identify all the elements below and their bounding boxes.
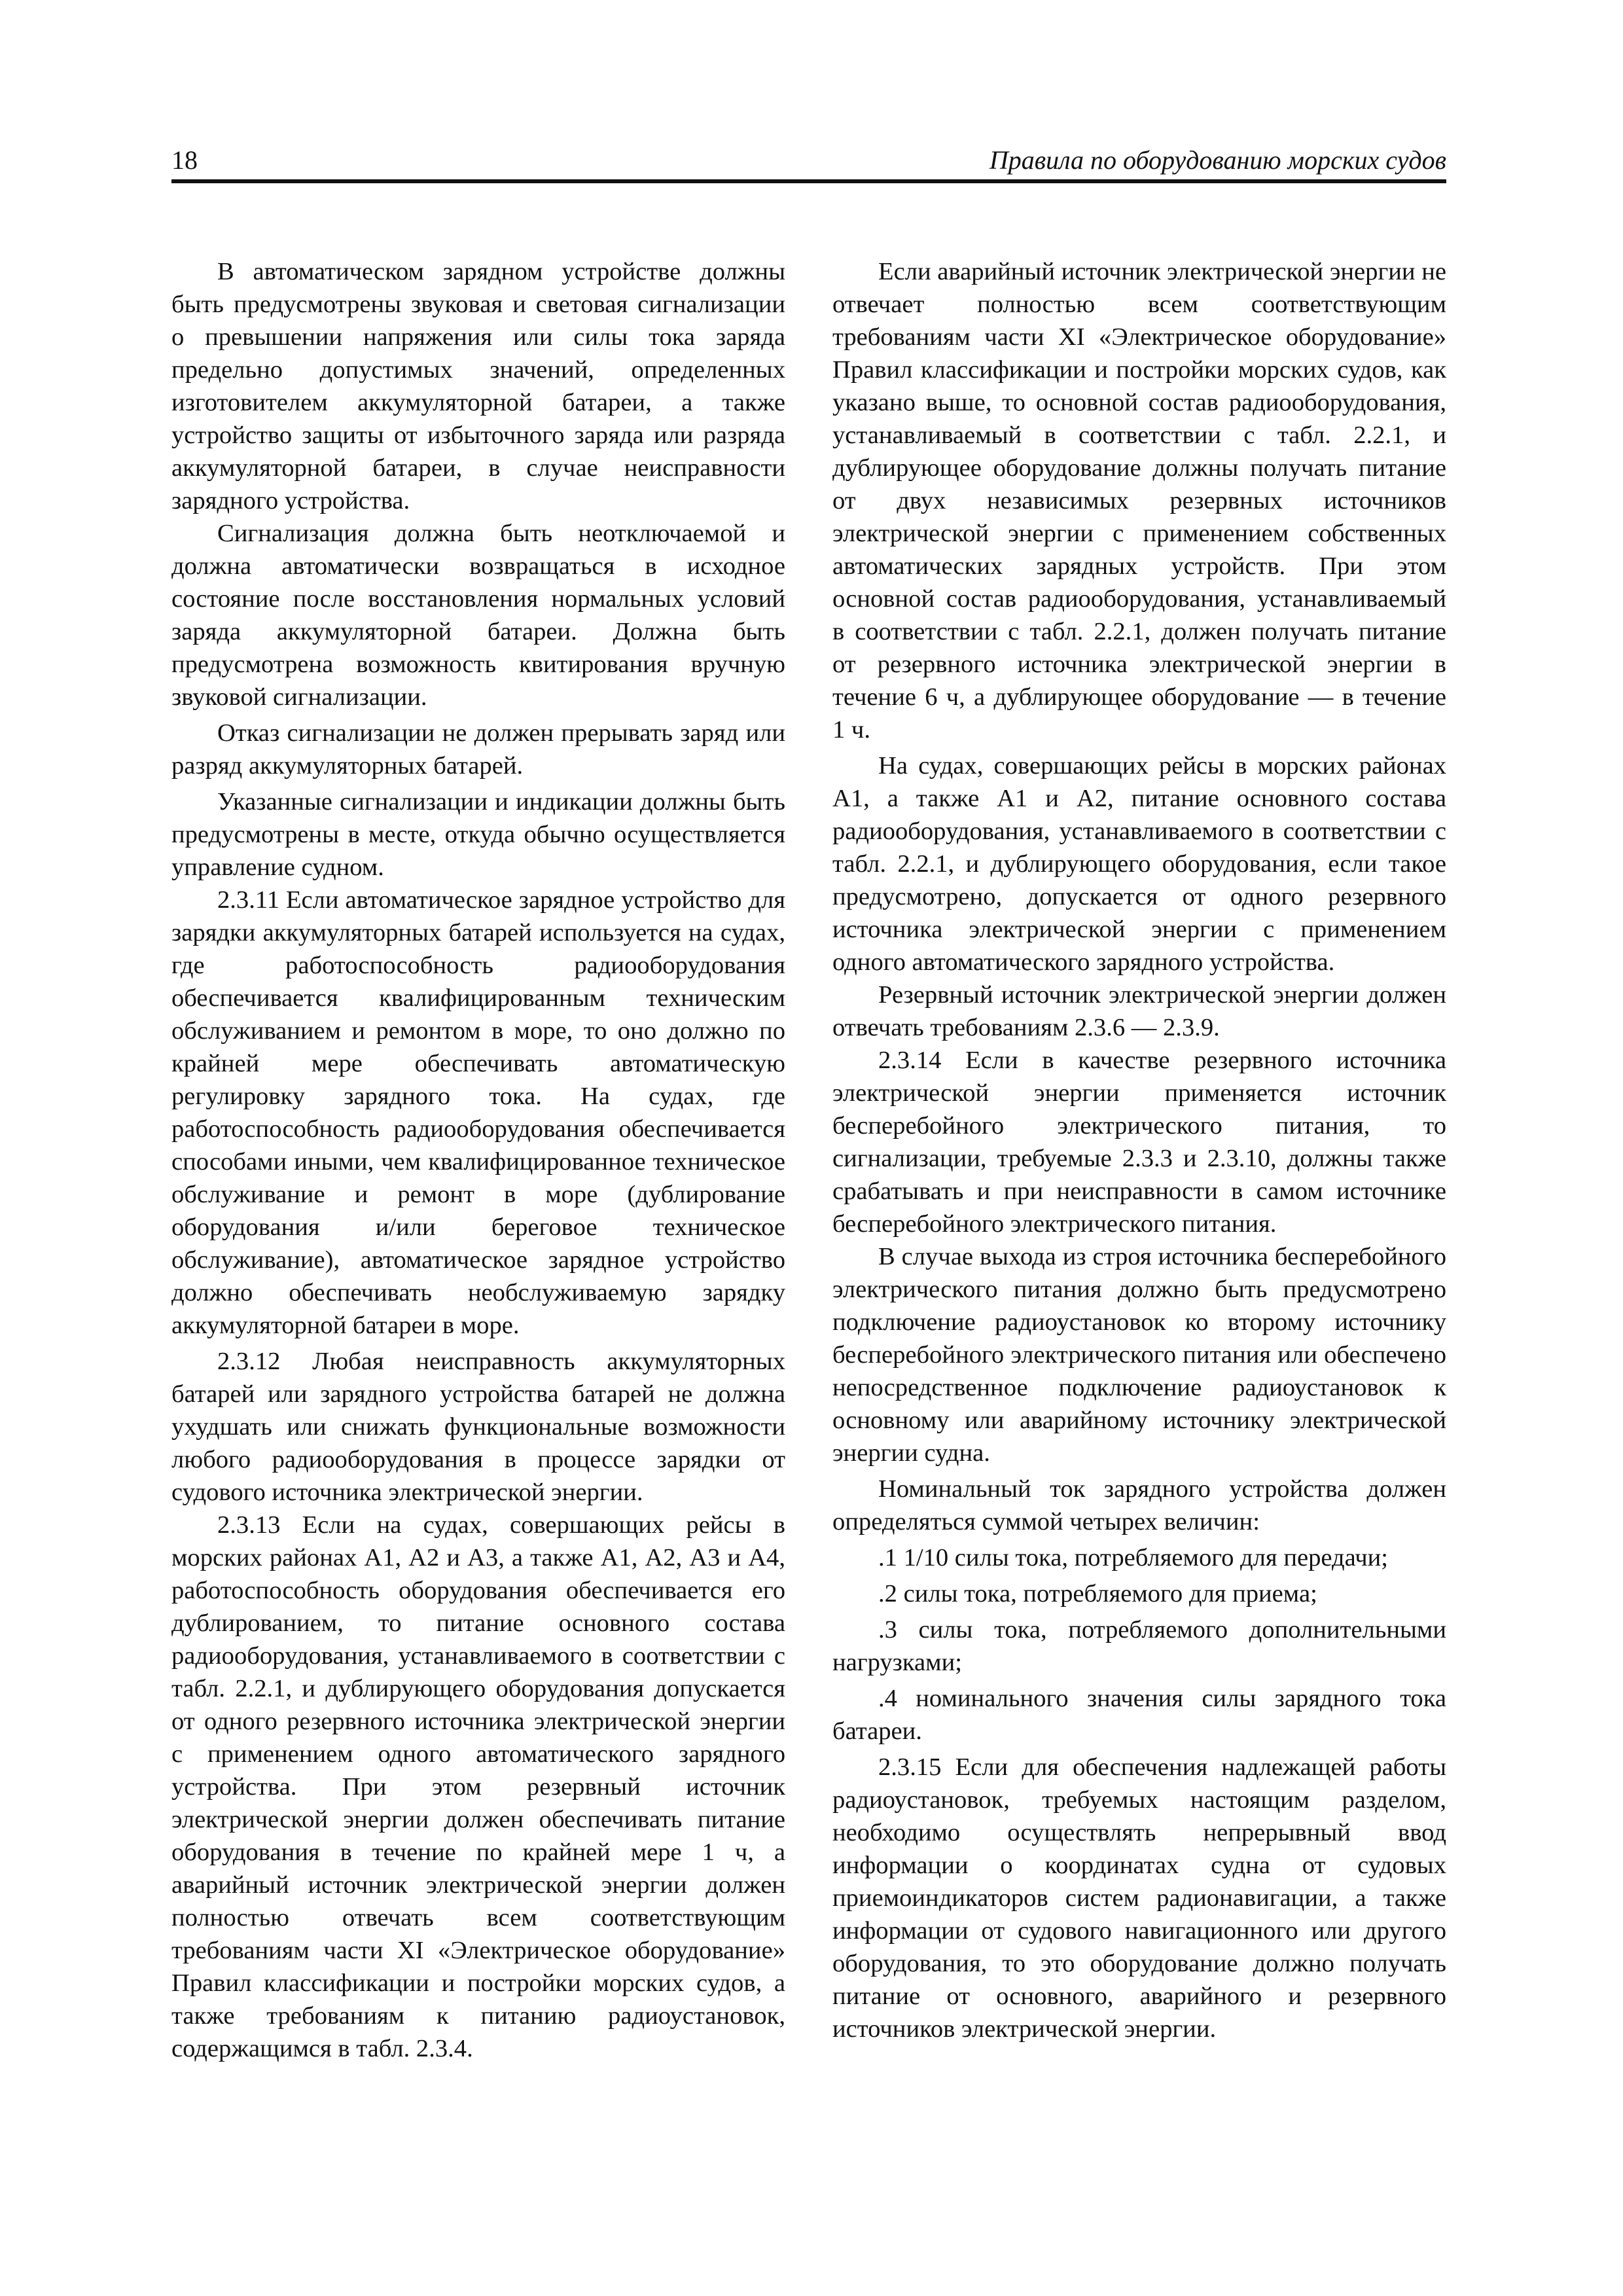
paragraph: 2.3.15 Если для обеспечения надлежащей работы радиоустановок, требуемых настоящим разделом, необходимо осуществлять непрерывный ввод информации о координатах судна от судовых приемоиндикаторов систем радионавигации, а также информации от судового навигационного или другого оборудования, то это оборудование должно получать питание от основного, аварийного и резервного источников электрической энергии. [832, 1753, 1446, 2043]
list-item: .2 силы тока, потребляемого для приема; [878, 1580, 1317, 1607]
paragraph: 2.3.14 Если в качестве резервного источника электрической энергии применяется источник бесперебойного электрического питания, то сигнализации, требуемые 2.3.3 и 2.3.10, должны также срабатывать и при неисправности в самом источнике бесперебойного электрического питания. [832, 1047, 1446, 1238]
paragraph: Номинальный ток зарядного устройства должен определяться суммой четырех величин: [832, 1475, 1446, 1535]
paragraph: 2.3.13 Если на судах, совершающих рейсы в морских районах А1, А2 и А3, а также А1, А2, А3 и А4, работоспособность оборудования обеспечивается его дублированием, то питание основного состава радиооборудования, устанавливаемого в соответствии с табл. 2.2.1, и дублирующего оборудования допускается от одного резервного источника электрической энергии с применением одного автоматического зарядного устройства. При этом резервный источник электрической энергии должен обеспечивать питание оборудования в течение по крайней мере 1 ч, а аварийный источник электрической энергии должен полностью отвечать всем соответствующим требованиям части XI «Электрическое оборудование» Правил классификации и постройки морских судов, а также требованиям к питанию радиоустановок, содержащимся в табл. 2.3.4. [171, 1511, 785, 2062]
paragraph: В случае выхода из строя источника бесперебойного электрического питания должно быть предусмотрено подключение радиоустановок ко второму источнику бесперебойного электрического питания или обеспечено непосредственное подключение радиоустановок к основному или аварийному источнику электрической энергии судна. [832, 1243, 1446, 1467]
paragraph: В автоматическом зарядном устройстве должны быть предусмотрены звуковая и световая сигнализации о превышении напряжения или силы тока заряда предельно допустимых значений, определенных изготовителем аккумуляторной батареи, а также устройство защиты от избыточного заряда или разряда аккумуляторной батареи, в случае неисправности зарядного устройства. [171, 258, 785, 514]
paragraph: Указанные сигнализации и индикации должны быть предусмотрены в месте, откуда обычно осуществляется управление судном. [171, 788, 785, 881]
paragraph: 2.3.12 Любая неисправность аккумуляторных батарей или зарядного устройства батарей не должна ухудшать или снижать функциональные возможности любого радиооборудования в процессе зарядки от судового источника электрической энергии. [171, 1348, 785, 1506]
right-column [832, 255, 1446, 2045]
list-item: .1 1/10 силы тока, потребляемого для передачи; [878, 1544, 1388, 1571]
page-number: 18 [171, 145, 198, 175]
paragraph: Если аварийный источник электрической энергии не отвечает полностью всем соответствующим требованиям части XI «Электрическое оборудование» Правил классификации и постройки морских судов, как указано выше, то основной состав радиооборудования, устанавливаемый в соответствии с табл. 2.2.1, и дублирующее оборудование должны получать питание от двух независимых резервных источников электрической энергии с применением собственных автоматических зарядных устройств. При этом основной состав радиооборудования, устанавливаемый в соответствии с табл. 2.2.1, должен получать питание от резервного источника электрической энергии в течение 6 ч, а дублирующее оборудование — в течение 1 ч. [832, 258, 1446, 744]
paragraph: 2.3.11 Если автоматическое зарядное устройство для зарядки аккумуляторных батарей используется на судах, где работоспособность радиооборудования обеспечивается квалифицированным техническим обслуживанием и ремонтом в море, то оно должно по крайней мере обеспечивать автоматическую регулировку зарядного тока. На судах, где работоспособность радиооборудования обеспечивается способами иными, чем квалифицированное техническое обслуживание и ремонт в море (дублирование оборудования и/или береговое техническое обслуживание), автоматическое зарядное устройство должно обеспечивать необслуживаемую зарядку аккумуляторной батареи в море. [171, 886, 785, 1339]
running-title: Правила по оборудованию морских судов [989, 145, 1446, 175]
left-column [171, 255, 785, 2065]
paragraph: На судах, совершающих рейсы в морских районах А1, а также А1 и А2, питание основного состава радиооборудования, устанавливаемого в соответствии с табл. 2.2.1, и дублирующего оборудования, если такое предусмотрено, допускается от одного резервного источника электрической энергии с применением одного автоматического зарядного устройства. [832, 752, 1446, 976]
paragraph: Отказ сигнализации не должен прерывать заряд или разряд аккумуляторных батарей. [171, 719, 785, 780]
paragraph: Резервный источник электрической энергии должен отвечать требованиям 2.3.6 — 2.3.9. [832, 981, 1446, 1041]
page-header [171, 145, 1446, 183]
list-item: .3 силы тока, потребляемого дополнительными нагрузками; [832, 1616, 1446, 1676]
list-item: .4 номинального значения силы зарядного тока батареи. [832, 1685, 1446, 1745]
paragraph: Сигнализация должна быть неотключаемой и должна автоматически возвращаться в исходное состояние после восстановления нормальных условий заряда аккумуляторной батареи. Должна быть предусмотрена возможность квитирования вручную звуковой сигнализации. [171, 520, 785, 711]
